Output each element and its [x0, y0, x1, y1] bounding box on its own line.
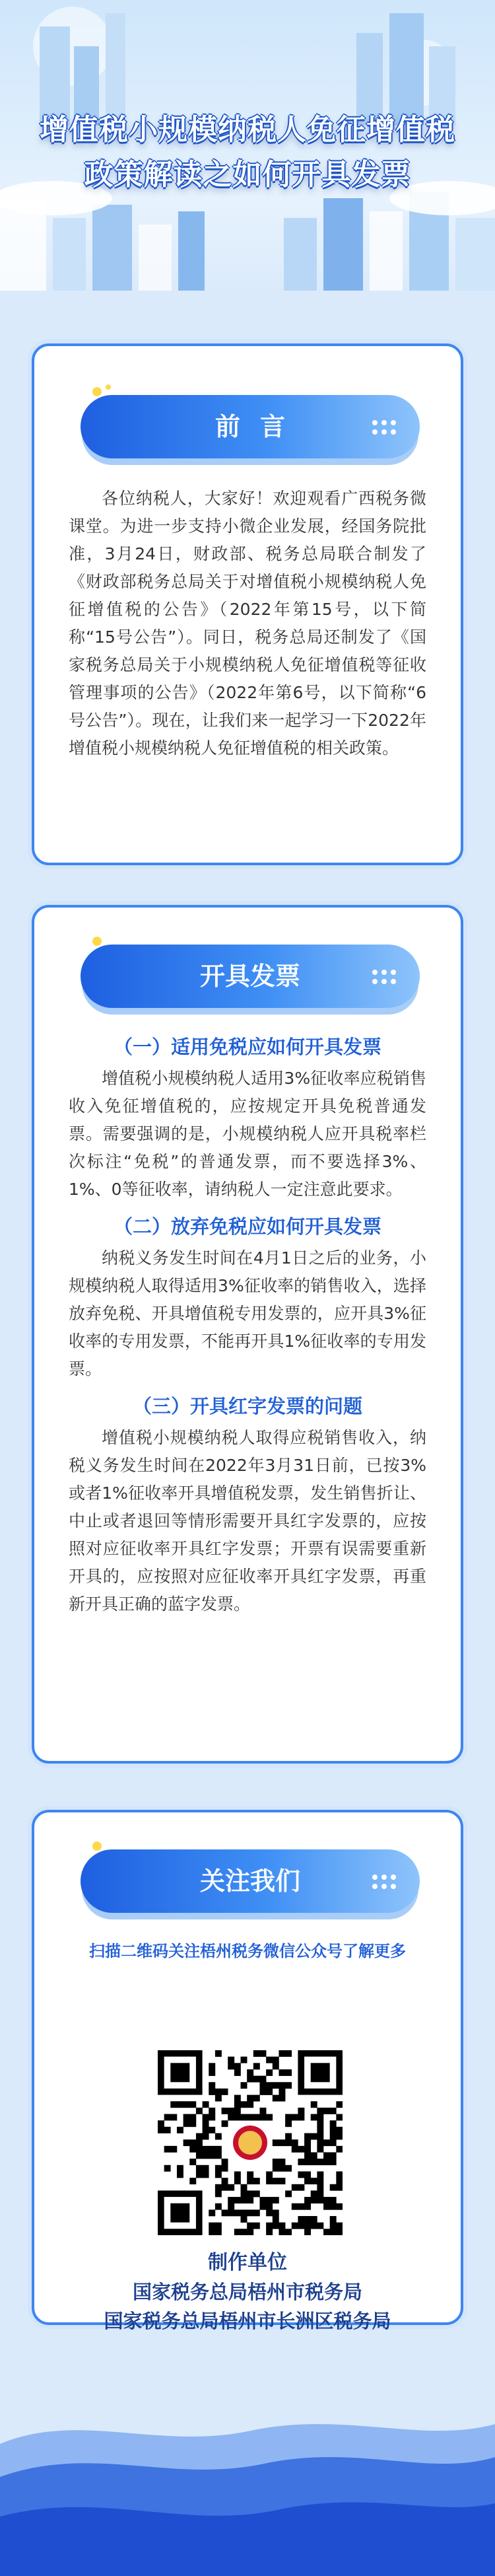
invoice-heading: 开具发票: [199, 962, 300, 991]
follow-heading-banner: [81, 1849, 420, 1923]
section-1-text: 增值税小规模纳税人适用3%征收率应税销售收入免征增值税的，应按规定开具免税普通发票。需要强调的是，小规模纳税人应开具税率栏次标注“免税”的普通发票，而不要选择3%、1%、0等征收率，请纳税人一定注意此要求。: [69, 1069, 426, 1199]
credit-line-2: 国家税务总局梧州市长洲区税务局: [104, 2310, 391, 2332]
follow-note: 扫描二维码关注梧州税务微信公众号了解更多: [89, 1942, 406, 1960]
follow-heading: 关注我们: [199, 1867, 300, 1896]
qr-code-graphic: [158, 2050, 343, 2235]
section-1-title: （一）适用免税应如何开具发票: [113, 1036, 381, 1058]
decorative-dots-icon: [370, 967, 407, 987]
page-title-line1: 增值税小规模纳税人免征增值税: [40, 113, 455, 147]
preface-heading: 前言: [214, 412, 305, 441]
invoice-body: [69, 1024, 426, 1618]
page-title-line2: 政策解读之如何开具发票: [84, 158, 411, 192]
preface-paragraph: 各位纳税人，大家好！欢迎观看广西税务微课堂。为进一步支持小微企业发展，经国务院批准，3月24日，财政部、税务总局联合制发了《财政部税务总局关于对增值税小规模纳税人免征增值税的公告》（2022年第15号，以下简称“15号公告”）。同日，税务总局还制发了《国家税务总局关于小规模纳税人免征增值税等征收管理事项的公告》（2022年第6号，以下简称“6号公告”）。现在，让我们来一起学习一下2022年增值税小规模纳税人免征增值税的相关政策。: [69, 489, 426, 758]
section-2-text: 纳税义务发生时间在4月1日之后的业务，小规模纳税人取得适用3%征收率的销售收入，选择放弃免税、开具增值税专用发票的，应开具3%征收率的专用发票，不能再开具1%征收率的专用发票。: [69, 1248, 426, 1378]
section-3-title: （三）开具红字发票的问题: [132, 1395, 362, 1417]
footer-wave-decoration: [0, 2351, 495, 2576]
qr-code[interactable]: [158, 2050, 343, 2235]
preface-card: [32, 343, 463, 865]
invoice-card: [32, 905, 463, 1764]
yellow-dot-icon: [106, 384, 111, 390]
preface-body: [69, 485, 426, 762]
header-banner: [0, 0, 495, 291]
credit-line-1: 国家税务总局梧州市税务局: [132, 2281, 362, 2303]
decorative-dots-icon: [370, 417, 407, 437]
preface-heading-banner: [81, 395, 420, 469]
decorative-dots-icon: [370, 1872, 407, 1892]
follow-card: [32, 1810, 463, 2332]
section-3-text: 增值税小规模纳税人取得应税销售收入，纳税义务发生时间在2022年3月31日前，已按3%或者1%征收率开具增值税发票，发生销售折让、中止或者退回等情形需要开具红字发票的，应按照对应征收率开具红字发票；开票有误需要重新开具的，应按照对应征收率开具红字发票，再重新开具正确的蓝字发票。: [69, 1428, 426, 1614]
invoice-heading-banner: [81, 945, 420, 1019]
credit-label: 制作单位: [208, 2251, 287, 2274]
section-2-title: （二）放弃免税应如何开具发票: [113, 1215, 381, 1238]
